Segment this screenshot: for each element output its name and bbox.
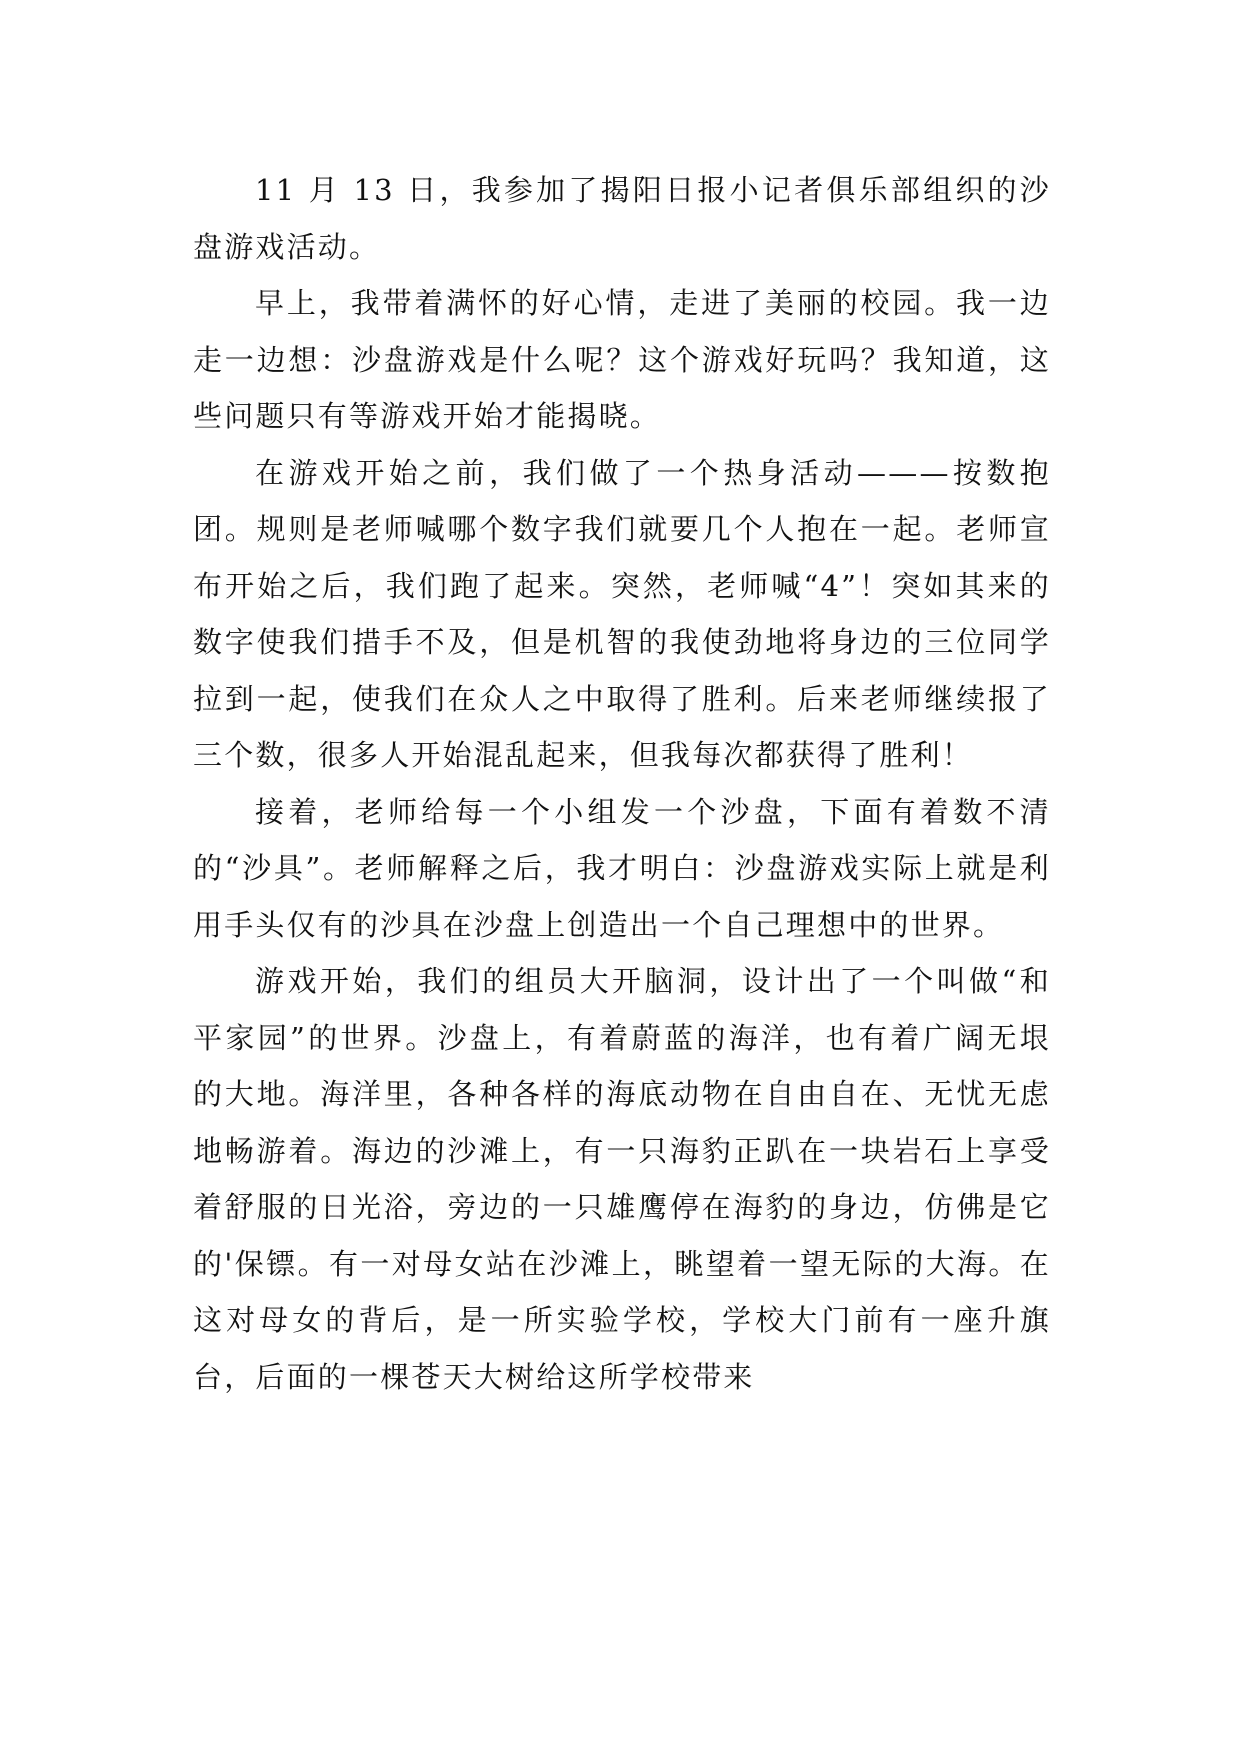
paragraph-5: 游戏开始，我们的组员大开脑洞，设计出了一个叫做“和平家园”的世界。沙盘上，有着蔚蓝的海洋，也有着广阔无垠的大地。海洋里，各种各样的海底动物在自由自在、无忧无虑地畅游着。海边的沙滩上，有一只海豹正趴在一块岩石上享受着舒服的日光浴，旁边的一只雄鹰停在海豹的身边，仿佛是它的'保镖。有一对母女站在沙滩上，眺望着一望无际的大海。在这对母女的背后，是一所实验学校，学校大门前有一座升旗台，后面的一棵苍天大树给这所学校带来 [193, 964, 1051, 1394]
paragraph-3: 在游戏开始之前，我们做了一个热身活动———按数抱团。规则是老师喊哪个数字我们就要几个人抱在一起。老师宣布开始之后，我们跑了起来。突然，老师喊“4”！突如其来的数字使我们措手不及，但是机智的我使劲地将身边的三位同学拉到一起，使我们在众人之中取得了胜利。后来老师继续报了三个数，很多人开始混乱起来，但我每次都获得了胜利！ [193, 455, 1051, 772]
paragraph-1: 11 月 13 日，我参加了揭阳日报小记者俱乐部组织的沙盘游戏活动。 [193, 173, 1051, 264]
paragraph-2: 早上，我带着满怀的好心情，走进了美丽的校园。我一边走一边想：沙盘游戏是什么呢？这个游戏好玩吗？我知道，这些问题只有等游戏开始才能揭晓。 [193, 286, 1051, 433]
paragraph-4: 接着，老师给每一个小组发一个沙盘，下面有着数不清的“沙具”。老师解释之后，我才明白：沙盘游戏实际上就是利用手头仅有的沙具在沙盘上创造出一个自己理想中的世界。 [193, 794, 1051, 942]
document-body [193, 162, 1051, 1405]
